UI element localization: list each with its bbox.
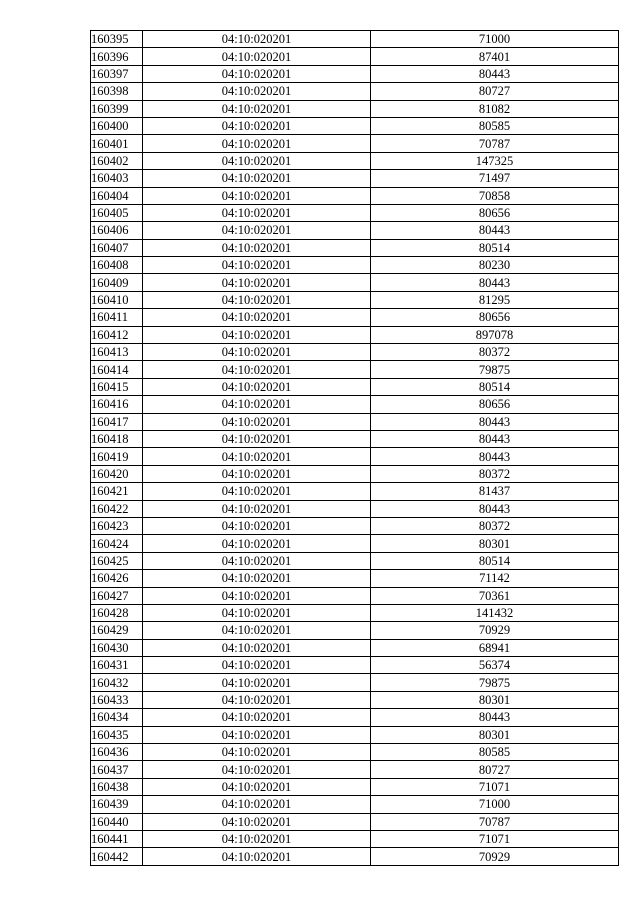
id-cell: 160438	[91, 778, 143, 795]
id-cell: 160412	[91, 326, 143, 343]
id-cell: 160421	[91, 483, 143, 500]
value-cell: 87401	[371, 48, 619, 65]
table-row	[91, 48, 619, 65]
table-row	[91, 204, 619, 221]
value-cell: 80443	[371, 274, 619, 291]
table-row	[91, 309, 619, 326]
id-cell: 160424	[91, 535, 143, 552]
value-cell: 80443	[371, 222, 619, 239]
id-cell: 160425	[91, 552, 143, 569]
table-row	[91, 796, 619, 813]
time-cell: 04:10:020201	[143, 778, 371, 795]
value-cell: 70929	[371, 848, 619, 865]
table-row	[91, 535, 619, 552]
id-cell: 160433	[91, 691, 143, 708]
table-row	[91, 709, 619, 726]
time-cell: 04:10:020201	[143, 570, 371, 587]
value-cell: 80443	[371, 448, 619, 465]
time-cell: 04:10:020201	[143, 535, 371, 552]
id-cell: 160413	[91, 344, 143, 361]
table-row	[91, 135, 619, 152]
value-cell: 80301	[371, 535, 619, 552]
table-row	[91, 570, 619, 587]
time-cell: 04:10:020201	[143, 813, 371, 830]
time-cell: 04:10:020201	[143, 152, 371, 169]
time-cell: 04:10:020201	[143, 848, 371, 865]
value-cell: 80514	[371, 552, 619, 569]
table-row	[91, 257, 619, 274]
time-cell: 04:10:020201	[143, 170, 371, 187]
table-row	[91, 222, 619, 239]
table-row	[91, 100, 619, 117]
value-cell: 80443	[371, 65, 619, 82]
value-cell: 80443	[371, 500, 619, 517]
table-row	[91, 483, 619, 500]
value-cell: 79875	[371, 361, 619, 378]
value-cell: 71071	[371, 778, 619, 795]
table-row	[91, 761, 619, 778]
value-cell: 141432	[371, 604, 619, 621]
value-cell: 80443	[371, 413, 619, 430]
time-cell: 04:10:020201	[143, 465, 371, 482]
table-row	[91, 291, 619, 308]
time-cell: 04:10:020201	[143, 135, 371, 152]
id-cell: 160419	[91, 448, 143, 465]
time-cell: 04:10:020201	[143, 48, 371, 65]
time-cell: 04:10:020201	[143, 709, 371, 726]
time-cell: 04:10:020201	[143, 744, 371, 761]
value-cell: 81437	[371, 483, 619, 500]
id-cell: 160439	[91, 796, 143, 813]
value-cell: 81082	[371, 100, 619, 117]
table-row	[91, 326, 619, 343]
value-cell: 80372	[371, 517, 619, 534]
table-row	[91, 83, 619, 100]
value-cell: 80301	[371, 726, 619, 743]
id-cell: 160422	[91, 500, 143, 517]
value-cell: 80443	[371, 430, 619, 447]
id-cell: 160409	[91, 274, 143, 291]
id-cell: 160406	[91, 222, 143, 239]
time-cell: 04:10:020201	[143, 204, 371, 221]
id-cell: 160407	[91, 239, 143, 256]
table-row	[91, 361, 619, 378]
time-cell: 04:10:020201	[143, 344, 371, 361]
time-cell: 04:10:020201	[143, 396, 371, 413]
table-row	[91, 170, 619, 187]
value-cell: 70361	[371, 587, 619, 604]
table-row	[91, 726, 619, 743]
value-cell: 79875	[371, 674, 619, 691]
id-cell: 160440	[91, 813, 143, 830]
time-cell: 04:10:020201	[143, 500, 371, 517]
time-cell: 04:10:020201	[143, 65, 371, 82]
value-cell: 71071	[371, 830, 619, 847]
time-cell: 04:10:020201	[143, 483, 371, 500]
id-cell: 160404	[91, 187, 143, 204]
table-row	[91, 552, 619, 569]
value-cell: 80656	[371, 396, 619, 413]
time-cell: 04:10:020201	[143, 309, 371, 326]
id-cell: 160435	[91, 726, 143, 743]
table-row	[91, 604, 619, 621]
table-row	[91, 657, 619, 674]
id-cell: 160410	[91, 291, 143, 308]
id-cell: 160427	[91, 587, 143, 604]
id-cell: 160441	[91, 830, 143, 847]
value-cell: 80372	[371, 465, 619, 482]
table-row	[91, 117, 619, 134]
table-row	[91, 448, 619, 465]
table-row	[91, 274, 619, 291]
time-cell: 04:10:020201	[143, 274, 371, 291]
table-row	[91, 674, 619, 691]
table-row	[91, 413, 619, 430]
table-row	[91, 396, 619, 413]
id-cell: 160420	[91, 465, 143, 482]
table-row	[91, 344, 619, 361]
time-cell: 04:10:020201	[143, 796, 371, 813]
time-cell: 04:10:020201	[143, 587, 371, 604]
table-body	[91, 31, 619, 866]
time-cell: 04:10:020201	[143, 31, 371, 48]
table-row	[91, 465, 619, 482]
id-cell: 160405	[91, 204, 143, 221]
time-cell: 04:10:020201	[143, 674, 371, 691]
time-cell: 04:10:020201	[143, 691, 371, 708]
table-row	[91, 378, 619, 395]
time-cell: 04:10:020201	[143, 726, 371, 743]
id-cell: 160418	[91, 430, 143, 447]
value-cell: 80301	[371, 691, 619, 708]
value-cell: 80585	[371, 744, 619, 761]
time-cell: 04:10:020201	[143, 326, 371, 343]
id-cell: 160397	[91, 65, 143, 82]
table-row	[91, 587, 619, 604]
value-cell: 70929	[371, 622, 619, 639]
id-cell: 160396	[91, 48, 143, 65]
id-cell: 160417	[91, 413, 143, 430]
id-cell: 160403	[91, 170, 143, 187]
id-cell: 160414	[91, 361, 143, 378]
value-cell: 56374	[371, 657, 619, 674]
id-cell: 160431	[91, 657, 143, 674]
id-cell: 160432	[91, 674, 143, 691]
value-cell: 80727	[371, 761, 619, 778]
table-row	[91, 813, 619, 830]
value-cell: 71497	[371, 170, 619, 187]
value-cell: 147325	[371, 152, 619, 169]
value-cell: 80443	[371, 709, 619, 726]
value-cell: 70787	[371, 135, 619, 152]
id-cell: 160442	[91, 848, 143, 865]
time-cell: 04:10:020201	[143, 604, 371, 621]
table-row	[91, 31, 619, 48]
id-cell: 160423	[91, 517, 143, 534]
value-cell: 80656	[371, 309, 619, 326]
time-cell: 04:10:020201	[143, 517, 371, 534]
table-row	[91, 187, 619, 204]
value-cell: 80372	[371, 344, 619, 361]
id-cell: 160416	[91, 396, 143, 413]
id-cell: 160426	[91, 570, 143, 587]
value-cell: 70787	[371, 813, 619, 830]
time-cell: 04:10:020201	[143, 622, 371, 639]
time-cell: 04:10:020201	[143, 413, 371, 430]
time-cell: 04:10:020201	[143, 448, 371, 465]
id-cell: 160429	[91, 622, 143, 639]
time-cell: 04:10:020201	[143, 239, 371, 256]
table-row	[91, 622, 619, 639]
table-row	[91, 639, 619, 656]
time-cell: 04:10:020201	[143, 378, 371, 395]
id-cell: 160400	[91, 117, 143, 134]
table-row	[91, 848, 619, 865]
time-cell: 04:10:020201	[143, 552, 371, 569]
value-cell: 897078	[371, 326, 619, 343]
value-cell: 80585	[371, 117, 619, 134]
time-cell: 04:10:020201	[143, 187, 371, 204]
id-cell: 160434	[91, 709, 143, 726]
value-cell: 80514	[371, 239, 619, 256]
value-cell: 68941	[371, 639, 619, 656]
id-cell: 160411	[91, 309, 143, 326]
time-cell: 04:10:020201	[143, 83, 371, 100]
value-cell: 80230	[371, 257, 619, 274]
time-cell: 04:10:020201	[143, 761, 371, 778]
table-row	[91, 691, 619, 708]
value-cell: 81295	[371, 291, 619, 308]
table-row	[91, 500, 619, 517]
time-cell: 04:10:020201	[143, 222, 371, 239]
id-cell: 160395	[91, 31, 143, 48]
value-cell: 71000	[371, 31, 619, 48]
table-row	[91, 517, 619, 534]
id-cell: 160436	[91, 744, 143, 761]
id-cell: 160428	[91, 604, 143, 621]
id-cell: 160408	[91, 257, 143, 274]
time-cell: 04:10:020201	[143, 117, 371, 134]
table-row	[91, 744, 619, 761]
table-row	[91, 430, 619, 447]
value-cell: 71142	[371, 570, 619, 587]
value-cell: 80656	[371, 204, 619, 221]
table-row	[91, 830, 619, 847]
time-cell: 04:10:020201	[143, 830, 371, 847]
time-cell: 04:10:020201	[143, 100, 371, 117]
value-cell: 80514	[371, 378, 619, 395]
id-cell: 160402	[91, 152, 143, 169]
data-table	[90, 30, 619, 866]
table-row	[91, 152, 619, 169]
time-cell: 04:10:020201	[143, 430, 371, 447]
table-row	[91, 239, 619, 256]
time-cell: 04:10:020201	[143, 361, 371, 378]
table-row	[91, 778, 619, 795]
id-cell: 160430	[91, 639, 143, 656]
time-cell: 04:10:020201	[143, 291, 371, 308]
table-row	[91, 65, 619, 82]
id-cell: 160437	[91, 761, 143, 778]
value-cell: 70858	[371, 187, 619, 204]
time-cell: 04:10:020201	[143, 639, 371, 656]
id-cell: 160398	[91, 83, 143, 100]
id-cell: 160399	[91, 100, 143, 117]
value-cell: 71000	[371, 796, 619, 813]
id-cell: 160415	[91, 378, 143, 395]
time-cell: 04:10:020201	[143, 657, 371, 674]
value-cell: 80727	[371, 83, 619, 100]
time-cell: 04:10:020201	[143, 257, 371, 274]
id-cell: 160401	[91, 135, 143, 152]
